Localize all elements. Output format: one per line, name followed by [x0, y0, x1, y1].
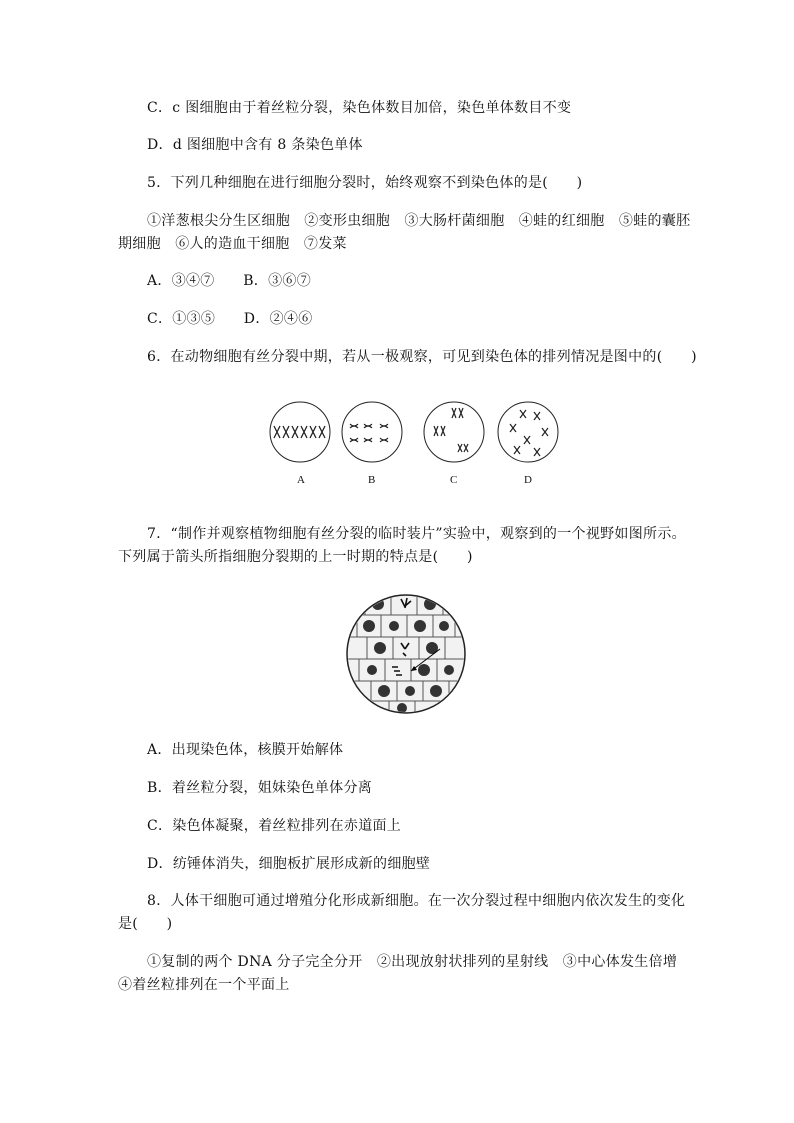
label-c: C: [450, 474, 458, 486]
q8-items-line2: ④着丝粒排列在一个平面上: [118, 977, 290, 993]
q8-stem-line2: 是( ): [118, 916, 173, 932]
chromosomes-a: [274, 426, 325, 438]
q4-option-d: D．d 图细胞中含有 8 条染色单体: [147, 137, 363, 153]
label-a: A: [297, 474, 305, 486]
chromosomes-d: [510, 410, 548, 456]
q7-stem-line1: 7．“制作并观察植物细胞有丝分裂的临时装片”实验中，观察到的一个视野如图所示。: [147, 526, 686, 542]
q5-items-line1: ①洋葱根尖分生区细胞 ②变形虫细胞 ③大肠杆菌细胞 ④蛙的红细胞 ⑤蛙的囊胚: [147, 213, 691, 229]
micrograph-figure: [345, 593, 467, 715]
chromosomes-b: [350, 424, 388, 442]
q6-stem: 6．在动物细胞有丝分裂中期，若从一极观察，可见到染色体的排列情况是图中的( ): [147, 349, 697, 365]
q7-option-a: A．出现染色体，核膜开始解体: [147, 742, 344, 758]
q5-stem: 5．下列几种细胞在进行细胞分裂时，始终观察不到染色体的是( ): [147, 175, 583, 191]
circle-a: [270, 402, 330, 462]
q7-option-d: D．纺锤体消失，细胞板扩展形成新的细胞壁: [147, 856, 431, 872]
label-d: D: [524, 474, 532, 486]
label-b: B: [368, 474, 376, 486]
circle-c: [424, 402, 484, 462]
q7-option-c: C．染色体凝聚，着丝粒排列在赤道面上: [147, 818, 402, 834]
q8-items-line1: ①复制的两个 DNA 分子完全分开 ②出现放射状排列的星射线 ③中心体发生倍增: [147, 954, 678, 970]
q6-figure: [262, 396, 562, 496]
q5-options-ab: A．③④⑦ B．③⑥⑦: [147, 273, 311, 289]
circle-d: [498, 402, 558, 462]
q4-option-c: C．c 图细胞由于着丝粒分裂，染色体数目加倍，染色单体数目不变: [147, 100, 572, 116]
q5-options-cd: C．①③⑤ D．②④⑥: [147, 311, 313, 327]
circle-b: [342, 402, 402, 462]
q5-items-line2: 期细胞 ⑥人的造血干细胞 ⑦发菜: [118, 236, 347, 252]
q7-stem-line2: 下列属于箭头所指细胞分裂期的上一时期的特点是( ): [118, 549, 473, 565]
q7-option-b: B．着丝粒分裂，姐妹染色单体分离: [147, 780, 373, 796]
q8-stem-line1: 8．人体干细胞可通过增殖分化形成新细胞。在一次分裂过程中细胞内依次发生的变化: [147, 893, 686, 909]
chromosomes-c: [434, 408, 468, 452]
